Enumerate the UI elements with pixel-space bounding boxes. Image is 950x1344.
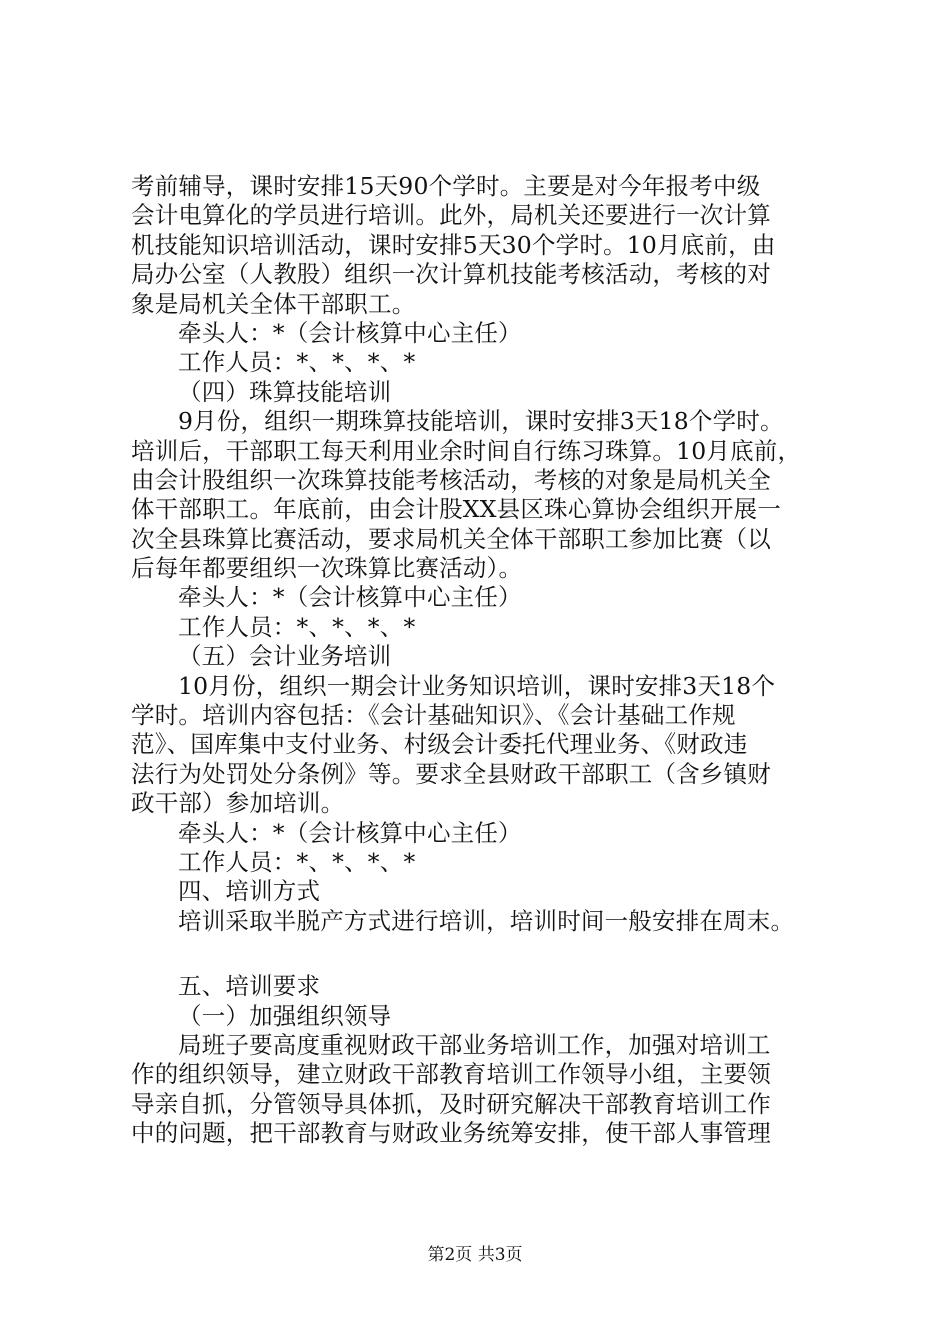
text-line: 培训后，干部职工每天利用业余时间自行练习珠算。10月底前， bbox=[131, 436, 802, 465]
text-line: 范》、国库集中支付业务、村级会计委托代理业务、《财政违 bbox=[131, 730, 748, 759]
text-line: 体干部职工。年底前，由会计股XX县区珠心算协会组织开展一 bbox=[131, 495, 782, 524]
page-footer: 第2页 共3页 bbox=[427, 1245, 523, 1265]
paragraph-gap bbox=[131, 936, 831, 972]
text-line: 政干部）参加培训。 bbox=[131, 789, 345, 818]
section-heading: （一）加强组织领导 bbox=[178, 1001, 392, 1030]
section-heading: 四、培训方式 bbox=[178, 877, 321, 906]
text-line: 机技能知识培训活动，课时安排5天30个学时。10月底前，由 bbox=[131, 230, 776, 259]
text-line: 导亲自抓，分管领导具体抓，及时研究解决干部教育培训工作 bbox=[131, 1089, 771, 1118]
text-line: 次全县珠算比赛活动，要求局机关全体干部职工参加比赛（以 bbox=[131, 524, 771, 553]
staff-line: 工作人员：*、*、*、* bbox=[178, 847, 416, 876]
text-line: 培训采取半脱产方式进行培训，培训时间一般安排在周末。 bbox=[178, 906, 795, 935]
text-line: 后每年都要组织一次珠算比赛活动）。 bbox=[131, 554, 523, 583]
lead-person-line: 牵头人：*（会计核算中心主任） bbox=[178, 318, 522, 347]
text-line: 中的问题，把干部教育与财政业务统筹安排，使干部人事管理 bbox=[131, 1119, 771, 1148]
text-line: 局办公室（人教股）组织一次计算机技能考核活动，考核的对 bbox=[131, 260, 771, 289]
text-line: 象是局机关全体干部职工。 bbox=[131, 289, 416, 318]
lead-person-line: 牵头人：*（会计核算中心主任） bbox=[178, 818, 522, 847]
staff-line: 工作人员：*、*、*、* bbox=[178, 348, 416, 377]
text-line: 由会计股组织一次珠算技能考核活动，考核的对象是局机关全 bbox=[131, 465, 771, 494]
lead-person-line: 牵头人：*（会计核算中心主任） bbox=[178, 583, 522, 612]
staff-line: 工作人员：*、*、*、* bbox=[178, 612, 416, 641]
text-line: 考前辅导，课时安排15天90个学时。主要是对今年报考中级 bbox=[131, 172, 761, 200]
document-body bbox=[131, 172, 831, 1149]
text-line: 10月份，组织一期会计业务知识培训，课时安排3天18个 bbox=[178, 671, 776, 700]
section-heading: （五）会计业务培训 bbox=[178, 642, 392, 671]
text-line: 作的组织领导，建立财政干部教育培训工作领导小组，主要领 bbox=[131, 1060, 771, 1089]
text-line: 9月份，组织一期珠算技能培训，课时安排3天18个学时。 bbox=[178, 407, 784, 436]
text-line: 法行为处罚处分条例》等。要求全县财政干部职工（含乡镇财 bbox=[131, 759, 771, 788]
text-line: 局班子要高度重视财政干部业务培训工作，加强对培训工 bbox=[178, 1030, 771, 1059]
section-heading: （四）珠算技能培训 bbox=[178, 377, 392, 406]
text-line: 会计电算化的学员进行培训。此外，局机关还要进行一次计算 bbox=[131, 201, 771, 230]
section-heading: 五、培训要求 bbox=[178, 972, 321, 1001]
text-line: 学时。培训内容包括：《会计基础知识》、《会计基础工作规 bbox=[131, 701, 736, 730]
